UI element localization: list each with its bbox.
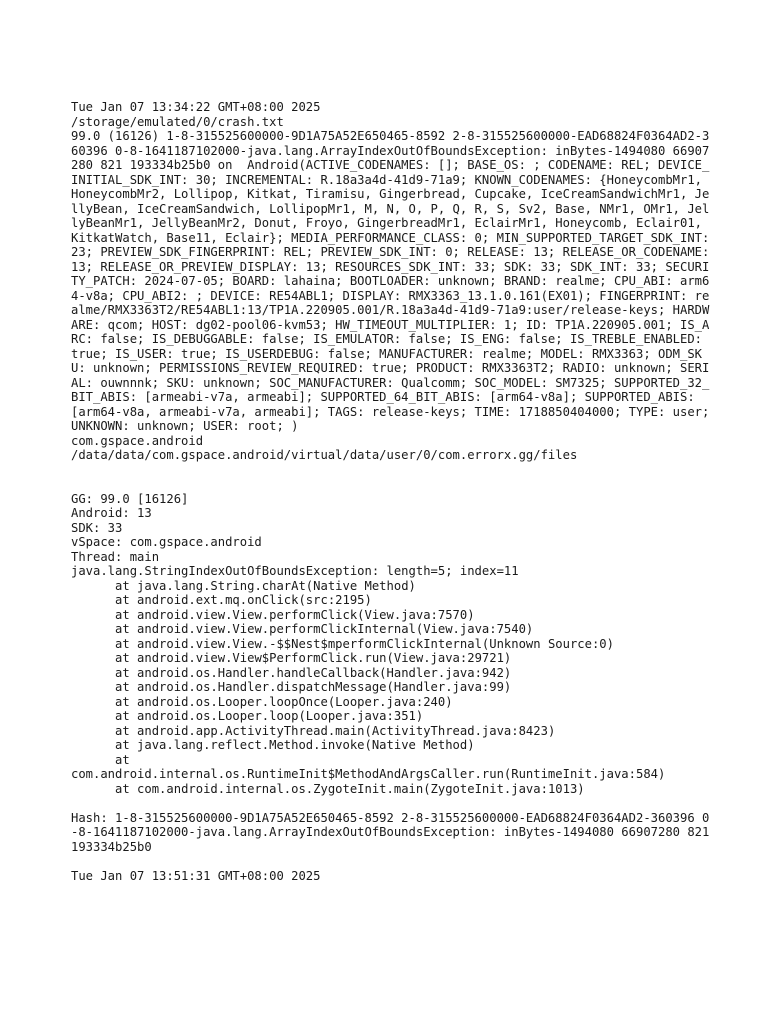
stack-trace-block: GG: 99.0 [16126] Android: 13 SDK: 33 vSpace: com.gspace.android Thread: main java.lang.StringIndexOutOfBoundsException: length=5; index=11 at java.lang.String.charAt(Native Method) at android.ext.mq.onClick(src:2195) at android.view.View.performClick(View.java:7570) at android.view.View.performClickInternal(View.java:7540) at android.view.View.-$$Nest$mperformClickInternal(Unknown Source:0) at android.view.View$PerformClick.run(View.java:29721) at android.os.Handler.handleCallback(Handler.java:942) at android.os.Handler.dispatchMessage(Handler.java:99) at android.os.Looper.loopOnce(Looper.java:240) at android.os.Looper.loop(Looper.java:351) at android.app.ActivityThread.main(ActivityThread.java:8423) at java.lang.reflect.Method.invoke(Native Method) at com.android.internal.os.RuntimeInit$MethodAndArgsCaller.run(RuntimeInit.java:584) at com.android.internal.os.ZygoteInit.main(ZygoteInit.java:1013) <box>71 491 666 796</box>
hash-line: Hash: 1-8-315525600000-9D1A75A52E650465-8592 2-8-315525600000-EAD68824F0364AD2-360396 0-8-1641187102000-java.lang.ArrayIndexOutOfBoundsException: inBytes-1494080 66907280 821 193334b25b0 <box>71 810 717 854</box>
spacer <box>71 463 708 492</box>
spacer <box>71 796 708 811</box>
spacer <box>71 854 708 869</box>
crash-header-block: Tue Jan 07 13:34:22 GMT+08:00 2025 /storage/emulated/0/crash.txt 99.0 (16126) 1-8-315525600000-9D1A75A52E650465-8592 2-8-315525600000-EAD68824F0364AD2-360396 0-8-1641187102000-java.lang.ArrayIndexOutOfBoundsException: inBytes-1494080 66907280 821 193334b25b0 on Android(ACTIVE_CODENAMES: []; BASE_OS: ; CODENAME: REL; DEVICE_INITIAL_SDK_INT: 30; INCREMENTAL: R.18a3a4d-41d9-71a9; KNOWN_CODENAMES: {HoneycombMr1, HoneycombMr2, Lollipop, Kitkat, Tiramisu, Gingerbread, Cupcake, IceCreamSandwichMr1, JellyBean, IceCreamSandwich, LollipopMr1, M, N, O, P, Q, R, S, Sv2, Base, NMr1, OMr1, JellyBeanMr1, JellyBeanMr2, Donut, Froyo, GingerbreadMr1, EclairMr1, Honeycomb, Eclair01, KitkatWatch, Base11, Eclair}; MEDIA_PERFORMANCE_CLASS: 0; MIN_SUPPORTED_TARGET_SDK_INT: 23; PREVIEW_SDK_FINGERPRINT: REL; PREVIEW_SDK_INT: 0; RELEASE: 13; RELEASE_OR_CODENAME: 13; RELEASE_OR_PREVIEW_DISPLAY: 13; RESOURCES_SDK_INT: 33; SDK: 33; SDK_INT: 33; SECURITY_PATCH: 2024-07-05; BOARD: lahaina; BOOTLOADER: unknown; BRAND: realme; CPU_ABI: arm64-v8a; CPU_ABI2: ; DEVICE: RE54ABL1; DISPLAY: RMX3363_13.1.0.161(EX01); FINGERPRINT: realme/RMX3363T2/RE54ABL1:13/TP1A.220905.001/R.18a3a4d-41d9-71a9:user/release-keys; HARDWARE: qcom; HOST: dg02-pool06-kvm53; HW_TIMEOUT_MULTIPLIER: 1; ID: TP1A.220905.001; IS_ARC: false; IS_DEBUGGABLE: false; IS_EMULATOR: false; IS_ENG: false; IS_TREBLE_ENABLED: true; IS_USER: true; IS_USERDEBUG: false; MANUFACTURER: realme; MODEL: RMX3363; ODM_SKU: unknown; PERMISSIONS_REVIEW_REQUIRED: true; PRODUCT: RMX3363T2; RADIO: unknown; SERIAL: ouwnnnk; SKU: unknown; SOC_MANUFACTURER: Qualcomm; SOC_MODEL: SM7325; SUPPORTED_32_BIT_ABIS: [armeabi-v7a, armeabi]; SUPPORTED_64_BIT_ABIS: [arm64-v8a]; SUPPORTED_ABIS: [arm64-v8a, armeabi-v7a, armeabi]; TAGS: release-keys; TIME: 1718850404000; TYPE: user; UNKNOWN: unknown; USER: root; ) com.gspace.android /data/data/com.gspace.android/virtual/data/user/0/com.errorx.gg/files <box>71 100 710 462</box>
footer-timestamp: Tue Jan 07 13:51:31 GMT+08:00 2025 <box>71 868 321 883</box>
